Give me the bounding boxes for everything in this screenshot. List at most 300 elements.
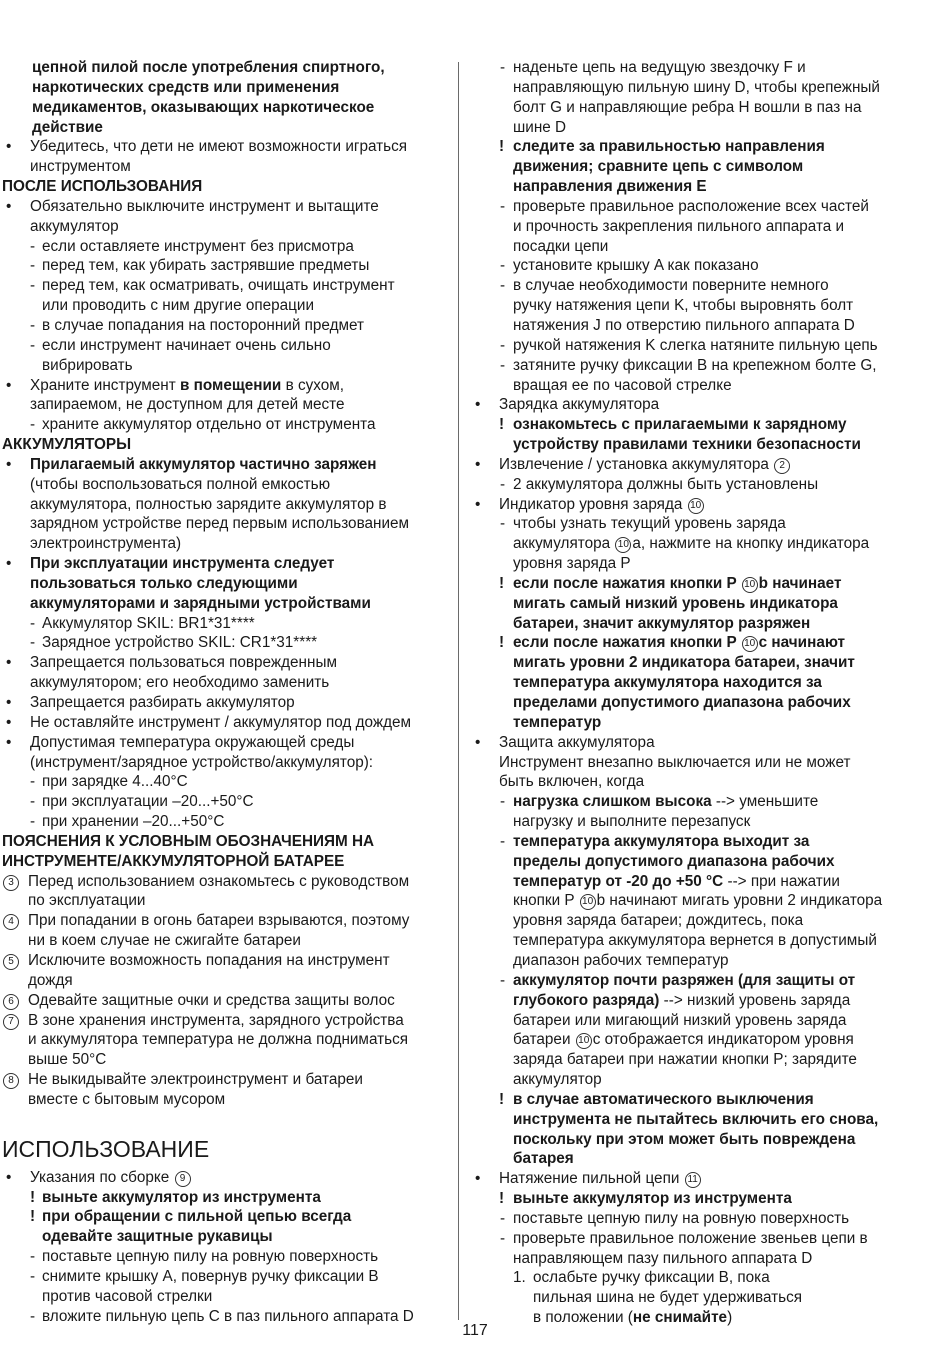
text-line xyxy=(471,653,931,673)
text-line xyxy=(471,772,931,792)
text-run: или проводить с ним другие операции xyxy=(42,297,314,315)
text-line xyxy=(2,812,452,832)
text-line xyxy=(471,633,931,653)
text-line xyxy=(471,852,931,872)
text-line xyxy=(2,1090,452,1110)
text-run: и прочность закрепления пильного аппарата и xyxy=(513,217,845,235)
text-run: Натяжение пильной цепи xyxy=(499,1170,684,1188)
text-line xyxy=(2,951,452,971)
bold-text: температур xyxy=(513,713,602,731)
text-run: инструментом xyxy=(30,158,131,176)
text-line xyxy=(471,1149,931,1169)
text-line xyxy=(471,931,931,951)
bold-text: глубокого разряда) xyxy=(513,991,660,1009)
bullet-marker: • xyxy=(6,555,12,573)
list-marker: - xyxy=(30,773,36,791)
text-line xyxy=(471,395,931,415)
text-run: аккумулятор xyxy=(30,217,119,235)
list-marker: - xyxy=(30,813,36,831)
text-line xyxy=(471,58,931,78)
bold-text: батареи, значит аккумулятор разряжен xyxy=(513,614,811,632)
text-run: быть включен, когда xyxy=(499,773,645,791)
text-line xyxy=(471,376,931,396)
text-line xyxy=(471,792,931,812)
text-run: батареи или мигающий низкий уровень заряда xyxy=(513,1011,847,1029)
text-line xyxy=(471,356,931,376)
symbol-marker xyxy=(2,911,20,931)
bullet-marker: • xyxy=(475,495,481,513)
text-line xyxy=(471,574,931,594)
text-line xyxy=(471,1169,931,1189)
text-run: заряда батареи при нажатии кнопки P; зарядите xyxy=(513,1051,857,1069)
warning-marker: ! xyxy=(499,574,505,592)
text-run: в положении ( xyxy=(533,1309,633,1327)
text-run: поставьте цепную пилу на ровную поверхность xyxy=(513,1209,850,1227)
text-run: аккумулятора xyxy=(513,535,615,553)
text-line xyxy=(471,1030,931,1050)
text-line xyxy=(2,237,452,257)
text-run: Перед использованием ознакомьтесь с руководством xyxy=(28,872,410,890)
bold-text: b начинает xyxy=(758,574,842,592)
list-marker: - xyxy=(30,416,36,434)
text-run: ручкой натяжения K слегка натяните пильную цепь xyxy=(513,336,878,354)
symbol-marker xyxy=(2,991,20,1011)
bold-text: ознакомьтесь с прилагаемыми к зарядному xyxy=(513,416,847,434)
bullet-marker: • xyxy=(475,455,481,473)
text-line xyxy=(471,1110,931,1130)
bullet-marker: • xyxy=(6,455,12,473)
symbol-marker xyxy=(2,1070,20,1090)
bullet-marker: • xyxy=(6,654,12,672)
bold-text: одевайте защитные рукавицы xyxy=(42,1228,273,1246)
text-line xyxy=(2,78,452,98)
list-marker: - xyxy=(500,336,506,354)
text-line xyxy=(2,911,452,931)
text-run: по эксплуатации xyxy=(28,892,146,910)
bold-text: температур от -20 до +50 °C xyxy=(513,872,724,890)
text-line xyxy=(471,673,931,693)
figure-ref-icon: 7 xyxy=(3,1014,19,1030)
section-heading xyxy=(2,852,452,872)
text-line xyxy=(471,78,931,98)
text-line xyxy=(2,376,452,396)
list-marker: 1. xyxy=(513,1269,526,1287)
text-line xyxy=(2,1070,452,1090)
text-run: поставьте цепную пилу на ровную поверхность xyxy=(42,1248,379,1266)
text-line xyxy=(471,98,931,118)
text-run: При попадании в огонь батареи взрываются, поэтому xyxy=(28,912,410,930)
bold-text: цепной пилой после употребления спиртного, xyxy=(32,59,385,76)
text-run: a, нажмите на кнопку индикатора xyxy=(632,535,870,553)
text-line xyxy=(2,792,452,812)
left-column xyxy=(2,58,452,1326)
text-line xyxy=(471,415,931,435)
warning-marker: ! xyxy=(499,1190,505,1208)
text-line xyxy=(471,733,931,753)
bold-text: в помещении xyxy=(180,376,282,394)
figure-ref-icon: 2 xyxy=(774,458,790,474)
list-marker: - xyxy=(30,1267,36,1285)
text-run: Не оставляйте инструмент / аккумулятор под дождем xyxy=(30,713,412,731)
bold-text: если после нажатия кнопки P xyxy=(513,574,741,592)
text-run: вращая ее по часовой стрелке xyxy=(513,376,732,394)
text-run: Одевайте защитные очки и средства защиты волос xyxy=(28,991,395,1009)
text-run: (инструмент/зарядное устройство/аккумулятор): xyxy=(30,753,374,771)
bold-text: температура аккумулятора находится за xyxy=(513,674,822,692)
text-line xyxy=(2,1188,452,1208)
list-marker: - xyxy=(30,793,36,811)
text-run: Защита аккумулятора xyxy=(499,733,655,751)
warning-marker: ! xyxy=(499,416,505,434)
text-run: болт G и направляющие ребра H вошли в паз на xyxy=(513,98,862,116)
text-run: Обязательно выключите инструмент и вытащите xyxy=(30,197,379,215)
text-run: если инструмент начинает очень сильно xyxy=(42,336,331,354)
symbol-marker xyxy=(2,1011,20,1031)
figure-ref-icon: 11 xyxy=(685,1172,701,1188)
text-line xyxy=(471,316,931,336)
section-title xyxy=(2,1136,452,1162)
bold-text: инструмента не пытайтесь включить его снова, xyxy=(513,1110,879,1128)
text-line xyxy=(471,1209,931,1229)
list-marker: - xyxy=(500,515,506,533)
text-line xyxy=(471,971,931,991)
text-run: перед тем, как осматривать, очищать инструмент xyxy=(42,277,395,295)
text-run: Запрещается пользоваться поврежденным xyxy=(30,654,337,672)
text-run: при хранении –20...+50°C xyxy=(42,813,225,831)
bold-text: выньте аккумулятор из инструмента xyxy=(42,1188,321,1206)
text-line xyxy=(471,891,931,911)
text-run: запираемом, не доступном для детей месте xyxy=(30,396,345,414)
text-line xyxy=(2,336,452,356)
text-run: ни в коем случае не сжигайте батареи xyxy=(28,932,301,950)
text-run: температура аккумулятора вернется в допустимый xyxy=(513,932,877,950)
bold-text: поскольку при этом может быть повреждена xyxy=(513,1130,856,1148)
text-run: уровня заряда батареи; дождитесь, пока xyxy=(513,912,804,930)
text-line xyxy=(2,554,452,574)
figure-ref-icon: 3 xyxy=(3,875,19,891)
bullet-marker: • xyxy=(6,733,12,751)
bullet-marker: • xyxy=(6,197,12,215)
bold-text: медикаментов, оказывающих наркотическое xyxy=(32,98,375,116)
text-run: дождя xyxy=(28,971,73,989)
text-line xyxy=(2,1011,452,1031)
text-run: Указания по сборке xyxy=(30,1168,174,1186)
list-marker: - xyxy=(30,1307,36,1325)
text-line xyxy=(2,1287,452,1307)
bold-text: в случае автоматического выключения xyxy=(513,1090,814,1108)
list-marker: - xyxy=(500,277,506,295)
text-line xyxy=(2,1050,452,1070)
text-run: --> низкий уровень заряда xyxy=(659,991,851,1009)
text-line xyxy=(2,98,452,118)
list-marker: - xyxy=(500,1229,506,1247)
text-line xyxy=(471,812,931,832)
text-run: в случае попадания на посторонний предмет xyxy=(42,316,365,334)
text-run: Убедитесь, что дети не имеют возможности играться xyxy=(30,138,408,156)
figure-ref-icon: 5 xyxy=(3,954,19,970)
text-run: (чтобы воспользоваться полной емкостью xyxy=(30,475,331,493)
symbol-marker xyxy=(2,872,20,892)
text-line xyxy=(2,891,452,911)
list-marker: - xyxy=(30,1248,36,1266)
text-line xyxy=(2,574,452,594)
text-line xyxy=(471,1229,931,1249)
bold-text: АККУМУЛЯТОРЫ xyxy=(2,436,132,454)
text-run: вложите пильную цепь C в паз пильного аппарата D xyxy=(42,1307,414,1325)
text-run: Допустимая температура окружающей среды xyxy=(30,733,355,751)
text-run: c отображается индикатором уровня xyxy=(592,1031,854,1049)
bullet-marker: • xyxy=(475,1170,481,1188)
figure-ref-icon: 10 xyxy=(580,894,596,910)
text-line xyxy=(2,276,452,296)
text-line xyxy=(2,633,452,653)
text-line xyxy=(2,614,452,634)
text-line xyxy=(2,1267,452,1287)
text-run: ослабьте ручку фиксации B, пока xyxy=(533,1269,770,1287)
bullet-marker: • xyxy=(6,713,12,731)
text-line xyxy=(471,137,931,157)
text-line xyxy=(471,1090,931,1110)
text-run: и аккумулятора температура не должна подниматься xyxy=(28,1031,409,1049)
symbol-marker xyxy=(2,951,20,971)
bold-text: движения; сравните цепь с символом xyxy=(513,158,804,176)
bold-text: температура аккумулятора выходит за xyxy=(513,832,810,850)
bold-text: мигать самый низкий уровень индикатора xyxy=(513,594,838,612)
text-run: посадки цепи xyxy=(513,237,609,255)
section-heading xyxy=(2,177,452,197)
figure-ref-icon: 10 xyxy=(576,1033,592,1049)
text-line xyxy=(2,971,452,991)
text-line xyxy=(471,118,931,138)
figure-ref-icon: 9 xyxy=(175,1171,191,1187)
text-line xyxy=(2,118,452,138)
list-marker: - xyxy=(30,237,36,255)
text-line xyxy=(471,1249,931,1269)
text-line xyxy=(2,1247,452,1267)
text-run: --> при нажатии xyxy=(723,872,840,890)
text-line xyxy=(471,1288,931,1308)
text-line xyxy=(471,753,931,773)
text-line xyxy=(471,237,931,257)
bullet-marker: • xyxy=(6,694,12,711)
text-line xyxy=(2,316,452,336)
text-line xyxy=(471,296,931,316)
text-run: Индикатор уровня заряда xyxy=(499,495,687,513)
spacer xyxy=(2,1110,452,1136)
bold-text: при обращении с пильной цепью всегда xyxy=(42,1208,352,1226)
text-line xyxy=(471,991,931,1011)
list-marker: - xyxy=(30,316,36,334)
text-run: Не выкидывайте электроинструмент и батареи xyxy=(28,1071,363,1089)
warning-marker: ! xyxy=(30,1188,36,1206)
text-run: в сухом, xyxy=(281,376,345,394)
text-line xyxy=(2,256,452,276)
text-line xyxy=(2,514,452,534)
text-line xyxy=(471,594,931,614)
list-marker: - xyxy=(500,793,506,811)
list-marker: - xyxy=(30,634,36,652)
text-line xyxy=(2,197,452,217)
bold-text: пользоваться только следующими xyxy=(30,574,298,592)
bold-text: следите за правильностью направления xyxy=(513,138,825,156)
text-run: диапазон рабочих температур xyxy=(513,951,729,969)
text-run: натяжения J по отверстию пильного аппарата D xyxy=(513,316,855,334)
text-run: электроинструмента) xyxy=(30,535,182,553)
text-line xyxy=(471,495,931,515)
bold-text: Прилагаемый аккумулятор частично заряжен xyxy=(30,455,377,473)
bold-text: пределами допустимого диапазона рабочих xyxy=(513,694,851,711)
text-run: направляющую пильную шину D, чтобы крепежный xyxy=(513,78,880,96)
text-line xyxy=(2,1030,452,1050)
figure-ref-icon: 10 xyxy=(615,537,631,553)
text-line xyxy=(2,534,452,554)
text-run: вместе с бытовым мусором xyxy=(28,1090,226,1108)
list-marker: - xyxy=(500,971,506,989)
text-line xyxy=(471,554,931,574)
text-line xyxy=(471,1268,931,1288)
bold-text: c начинают xyxy=(758,634,846,652)
list-marker: - xyxy=(30,277,36,295)
text-run: Запрещается разбирать аккумулятор xyxy=(30,694,295,711)
text-line xyxy=(471,872,931,892)
bold-text: ИНСТРУМЕНТЕ/АККУМУЛЯТОРНОЙ БАТАРЕЕ xyxy=(2,852,345,870)
list-marker: - xyxy=(500,59,506,76)
text-line xyxy=(471,693,931,713)
text-run: направляющем пазу пильного аппарата D xyxy=(513,1249,813,1267)
text-line xyxy=(2,217,452,237)
list-marker: - xyxy=(500,257,506,275)
text-line xyxy=(2,395,452,415)
text-run: при эксплуатации –20...+50°C xyxy=(42,793,254,811)
text-line xyxy=(471,514,931,534)
text-run: наденьте цепь на ведущую звездочку F и xyxy=(513,59,806,76)
bold-text: нагрузка слишком высока xyxy=(513,793,712,811)
text-run: Аккумулятор SKIL: BR1*31**** xyxy=(42,614,255,632)
text-run: Извлечение / установка аккумулятора xyxy=(499,455,774,473)
text-run: снимите крышку A, повернув ручку фиксации B xyxy=(42,1267,379,1285)
bold-text: пределы допустимого диапазона рабочих xyxy=(513,852,835,870)
list-marker: - xyxy=(30,257,36,275)
text-line xyxy=(471,256,931,276)
text-line xyxy=(2,1227,452,1247)
bold-text: если после нажатия кнопки P xyxy=(513,634,741,652)
column-divider xyxy=(458,62,459,1320)
bold-text: наркотических средств или применения xyxy=(32,78,340,96)
text-line xyxy=(471,1130,931,1150)
text-run: чтобы узнать текущий уровень заряда xyxy=(513,515,786,533)
text-run: при зарядке 4...40°C xyxy=(42,773,188,791)
text-run: Зарядка аккумулятора xyxy=(499,396,660,414)
text-run: шине D xyxy=(513,118,567,136)
text-line xyxy=(2,753,452,773)
bold-text: выньте аккумулятор из инструмента xyxy=(513,1190,792,1208)
figure-ref-icon: 6 xyxy=(3,994,19,1010)
text-run: затяните ручку фиксации B на крепежном болте G, xyxy=(513,356,877,374)
bold-text: направления движения E xyxy=(513,178,707,196)
text-run: нагрузку и выполните перезапуск xyxy=(513,813,751,831)
text-run: Зарядное устройство SKIL: CR1*31**** xyxy=(42,634,318,652)
text-run: В зоне хранения инструмента, зарядного устройства xyxy=(28,1011,404,1029)
text-run: уровня заряда P xyxy=(513,555,631,573)
text-line xyxy=(2,137,452,157)
right-column xyxy=(471,58,931,1328)
bullet-marker: • xyxy=(475,396,481,414)
text-run: выше 50°C xyxy=(28,1051,107,1069)
text-line xyxy=(2,693,452,713)
list-marker: - xyxy=(500,197,506,215)
figure-ref-icon: 8 xyxy=(3,1073,19,1089)
warning-marker: ! xyxy=(30,1208,36,1226)
text-run: перед тем, как убирать застрявшие предметы xyxy=(42,257,370,275)
text-run: ручку натяжения цепи K, чтобы выровнять болт xyxy=(513,297,854,315)
warning-marker: ! xyxy=(499,138,505,156)
text-line xyxy=(471,177,931,197)
text-run: кнопки P xyxy=(513,892,579,910)
text-line xyxy=(471,336,931,356)
bold-text: При эксплуатации инструмента следует xyxy=(30,555,335,573)
list-marker: - xyxy=(500,1209,506,1227)
bold-text: не снимайте xyxy=(632,1309,728,1327)
text-run: если оставляете инструмент без присмотра xyxy=(42,237,354,255)
text-line xyxy=(2,1207,452,1227)
text-line xyxy=(2,58,452,78)
bold-text: устройству правилами техники безопасности xyxy=(513,436,861,454)
bold-text: ПОСЛЕ ИСПОЛЬЗОВАНИЯ xyxy=(2,178,203,196)
list-marker: - xyxy=(30,336,36,354)
text-line xyxy=(471,951,931,971)
bold-text: действие xyxy=(32,118,103,136)
text-line xyxy=(471,911,931,931)
text-line xyxy=(471,475,931,495)
bullet-marker: • xyxy=(475,733,481,751)
warning-marker: ! xyxy=(499,1090,505,1108)
text-run: храните аккумулятор отдельно от инструмента xyxy=(42,416,376,434)
text-run: установите крышку A как показано xyxy=(513,257,759,275)
text-line xyxy=(2,733,452,753)
text-run: проверьте правильное положение звеньев цепи в xyxy=(513,1229,868,1247)
text-run: против часовой стрелки xyxy=(42,1287,213,1305)
text-line xyxy=(471,455,931,475)
bold-text: ПОЯСНЕНИЯ К УСЛОВНЫМ ОБОЗНАЧЕНИЯМ НА xyxy=(2,832,375,850)
text-line xyxy=(2,455,452,475)
text-line xyxy=(2,772,452,792)
figure-ref-icon: 10 xyxy=(742,636,758,652)
bold-text: аккумуляторами и зарядными устройствами xyxy=(30,594,371,612)
text-line xyxy=(2,673,452,693)
text-run: ) xyxy=(727,1309,733,1327)
text-line xyxy=(471,217,931,237)
text-run: аккумулятор xyxy=(513,1071,602,1089)
text-run: проверьте правильное расположение всех частей xyxy=(513,197,869,215)
bullet-marker: • xyxy=(6,1168,12,1186)
text-line xyxy=(2,475,452,495)
text-run: Храните инструмент xyxy=(30,376,180,394)
text-run: батареи xyxy=(513,1031,575,1049)
bold-text: аккумулятор почти разряжен (для защиты от xyxy=(513,971,856,989)
figure-ref-icon: 10 xyxy=(742,577,758,593)
text-run: вибрировать xyxy=(42,356,133,374)
text-run: --> уменьшите xyxy=(711,793,819,811)
text-line xyxy=(471,713,931,733)
text-run: пильная шина не будет удерживаться xyxy=(533,1289,803,1307)
text-run: зарядном устройстве перед первым использованием xyxy=(30,515,410,533)
text-run: Исключите возможность попадания на инструмент xyxy=(28,951,390,969)
warning-marker: ! xyxy=(499,634,505,652)
text-run: Инструмент внезапно выключается или не может xyxy=(499,753,851,771)
bullet-marker: • xyxy=(6,376,12,394)
list-marker: - xyxy=(500,356,506,374)
text-line xyxy=(471,435,931,455)
